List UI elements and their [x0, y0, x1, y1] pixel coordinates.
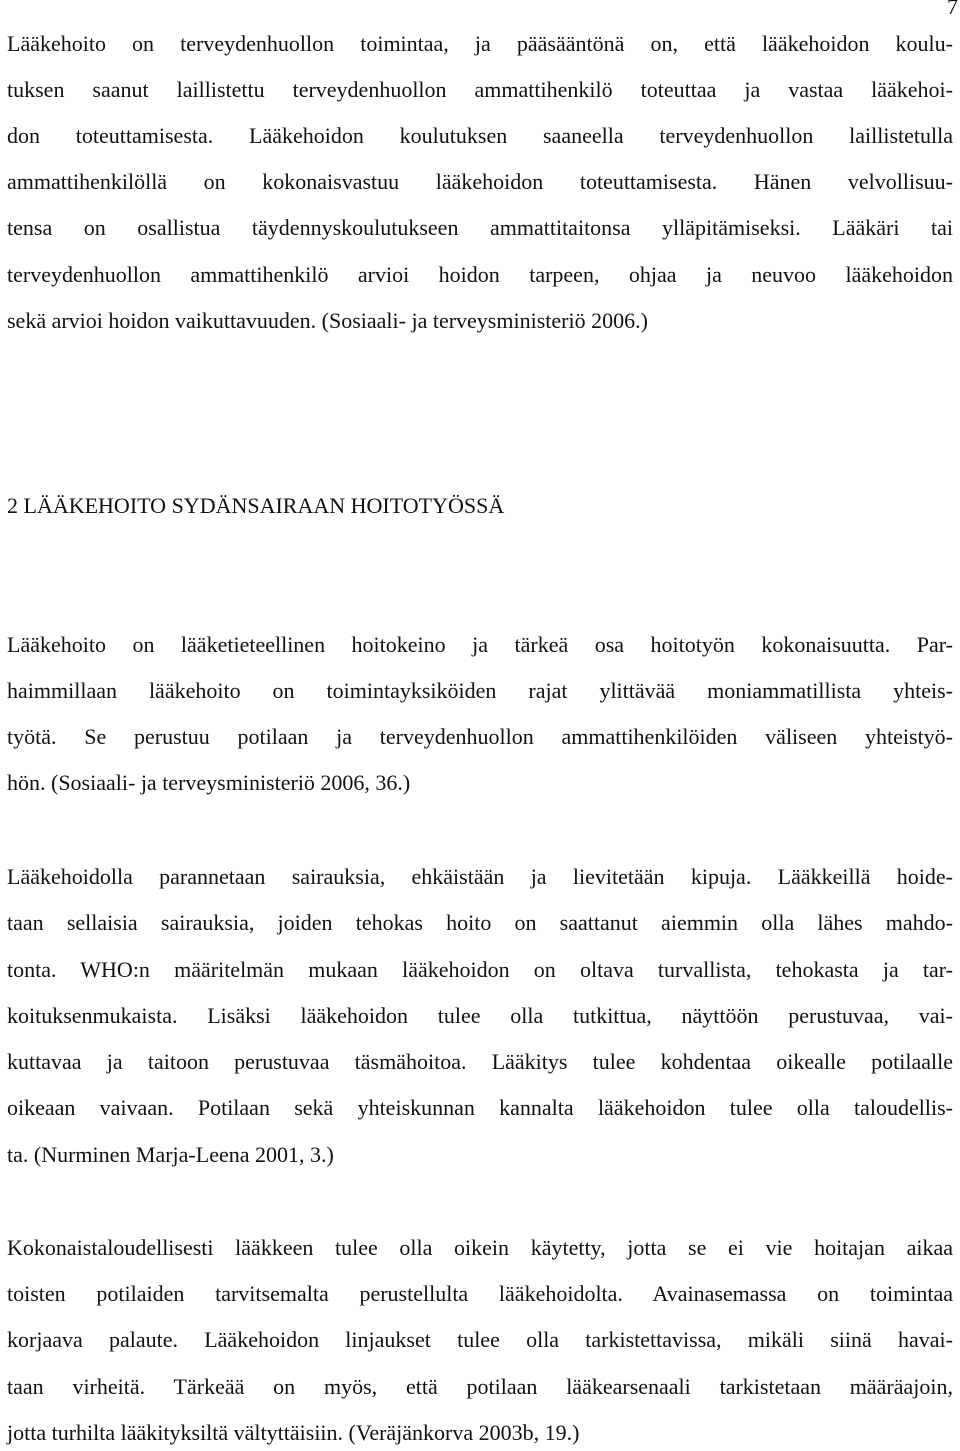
text-line: työtä. Se perustuu potilaan ja terveydenhuollon ammattihenkilöiden väliseen yhteistyö-: [7, 724, 953, 749]
text-line: hön. (Sosiaali- ja terveysministeriö 2006, 36.): [7, 770, 411, 795]
text-line: koituksenmukaista. Lisäksi lääkehoidon tulee olla tutkittua, näyttöön perustuvaa, vai-: [7, 1003, 953, 1028]
text-line: taan sellaisia sairauksia, joiden tehokas hoito on saattanut aiemmin olla lähes mahdo-: [7, 910, 953, 935]
text-line: oikeaan vaivaan. Potilaan sekä yhteiskunnan kannalta lääkehoidon tulee olla taloudellis-: [7, 1095, 953, 1120]
text-line: don toteuttamisesta. Lääkehoidon koulutuksen saaneella terveydenhuollon laillistetulla: [7, 123, 953, 148]
text-line: toisten potilaiden tarvitsemalta perustellulta lääkehoidolta. Avainasemassa on toimintaa: [7, 1281, 953, 1306]
text-line: tuksen saanut laillistettu terveydenhuollon ammattihenkilö toteuttaa ja vastaa lääkehoi-: [7, 77, 953, 102]
text-line: Lääkehoidolla parannetaan sairauksia, ehkäistään ja lievitetään kipuja. Lääkkeillä hoide-: [7, 864, 953, 889]
text-line: Lääkehoito on terveydenhuollon toimintaa, ja pääsääntönä on, että lääkehoidon koulu-: [7, 31, 953, 56]
text-line: terveydenhuollon ammattihenkilö arvioi hoidon tarpeen, ohjaa ja neuvoo lääkehoidon: [7, 262, 953, 287]
text-line: korjaava palaute. Lääkehoidon linjaukset tulee olla tarkistettavissa, mikäli siinä havai-: [7, 1327, 953, 1352]
text-line: haimmillaan lääkehoito on toimintayksiköiden rajat ylittävää moniammatillista yhteis-: [7, 678, 953, 703]
text-line: ammattihenkilöllä on kokonaisvastuu lääkehoidon toteuttamisesta. Hänen velvollisuu-: [7, 169, 953, 194]
text-line: sekä arvioi hoidon vaikuttavuuden. (Sosiaali- ja terveysministeriö 2006.): [7, 308, 648, 333]
text-line: taan virheitä. Tärkeää on myös, että potilaan lääkearsenaali tarkistetaan määräajoin,: [7, 1374, 953, 1399]
section-heading: 2 LÄÄKEHOITO SYDÄNSAIRAAN HOITOTYÖSSÄ: [7, 493, 505, 518]
text-line: tensa on osallistua täydennyskoulutukseen ammattitaitonsa ylläpitämiseksi. Lääkäri tai: [7, 215, 953, 240]
text-line: Kokonaistaloudellisesti lääkkeen tulee olla oikein käytetty, jotta se ei vie hoitajan aikaa: [7, 1235, 953, 1260]
text-line: kuttavaa ja taitoon perustuvaa täsmähoitoa. Lääkitys tulee kohdentaa oikealle potilaalle: [7, 1049, 953, 1074]
text-line: tonta. WHO:n määritelmän mukaan lääkehoidon on oltava turvallista, tehokasta ja tar-: [7, 957, 953, 982]
page-number: 7: [947, 0, 958, 19]
text-line: jotta turhilta lääkityksiltä vältyttäisiin. (Veräjänkorva 2003b, 19.): [7, 1420, 580, 1445]
text-line: Lääkehoito on lääketieteellinen hoitokeino ja tärkeä osa hoitotyön kokonaisuutta. Par-: [7, 632, 953, 657]
text-line: ta. (Nurminen Marja-Leena 2001, 3.): [7, 1142, 334, 1167]
